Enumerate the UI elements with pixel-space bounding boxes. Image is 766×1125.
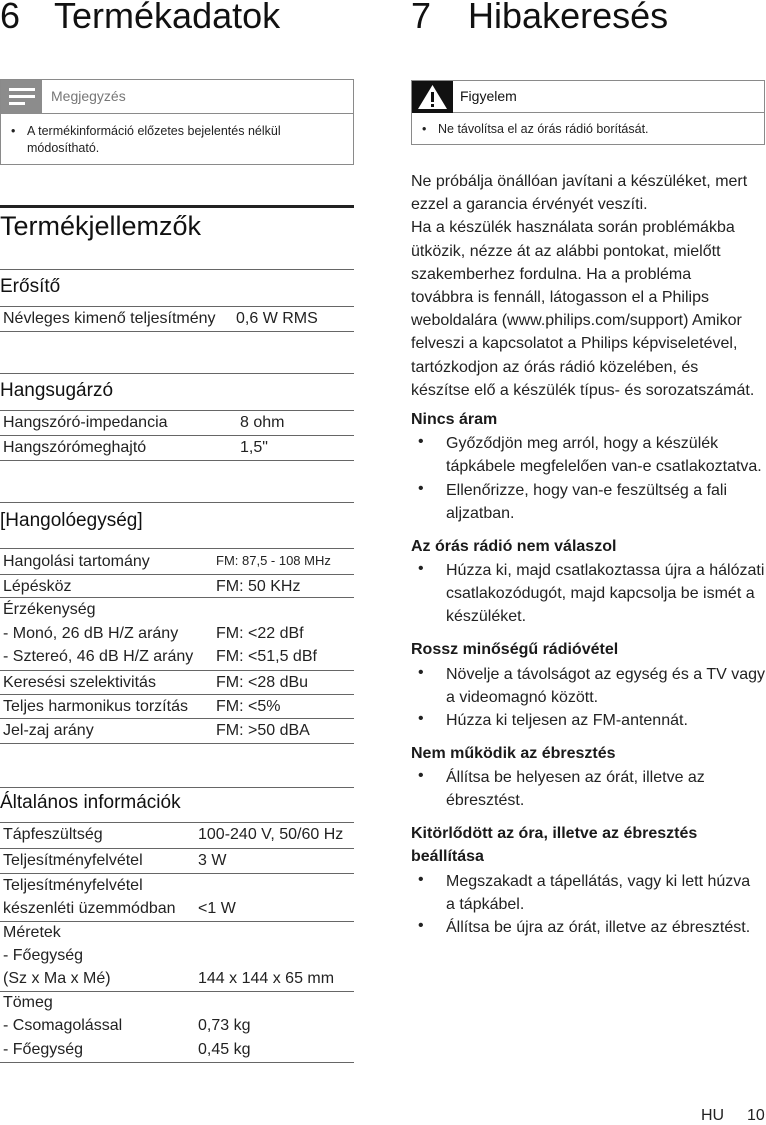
spec-value: 3 W xyxy=(198,852,227,869)
problem-title: Rossz minőségű rádióvétel xyxy=(411,641,619,658)
spec-label: Lépésköz xyxy=(3,578,72,595)
note-heading: Megjegyzés xyxy=(51,88,126,104)
spec-label: - Sztereó, 46 dB H/Z arány xyxy=(3,648,194,665)
spec-label: - Főegység xyxy=(3,947,84,964)
spec-value: 0,6 W RMS xyxy=(236,310,318,327)
features-title: Termékjellemzők xyxy=(0,211,202,241)
footer-language: HU xyxy=(701,1107,725,1124)
problem-bullet: Állítsa be újra az órát, illetve az ébresztést. xyxy=(446,919,751,936)
spec-label: Méretek xyxy=(3,924,61,941)
page-number: 10 xyxy=(747,1107,765,1124)
spec-value: <1 W xyxy=(198,900,236,917)
warning-heading: Figyelem xyxy=(460,88,517,104)
section-title: Termékadatok xyxy=(54,0,281,36)
spec-label: - Csomagolással xyxy=(3,1017,123,1034)
spec-label: Keresési szelektivitás xyxy=(3,674,156,691)
spec-value: 0,45 kg xyxy=(198,1041,251,1058)
problem-title: Kitörlődött az óra, illetve az ébresztés xyxy=(411,825,698,842)
spec-value: FM: <22 dBf xyxy=(216,625,304,642)
spec-label: Hangszóró-impedancia xyxy=(3,414,168,431)
intro-paragraph: Ne próbálja önállóan javítani a készüléket, mert ezzel a garancia érvényét veszíti. Ha a készülék használata során problémákba ütközik, nézze át az alábbi pontokat, mielőtt szakemberhez fordulna. Ha a probléma továbbra is fennáll, látogasson el a Philips weboldalára (www.philips.com/support) Amikor felveszi a kapcsolatot a Philips képviseletével, tartózkodjon az órás rádió közelében, és készítse elő a készülék típus- és sorozatszámát. xyxy=(411,173,755,399)
spec-label: (Sz x Ma x Mé) xyxy=(3,970,111,987)
spec-label: Tápfeszültség xyxy=(3,826,103,843)
spec-label: Jel-zaj arány xyxy=(3,722,94,739)
note-line-1: A termékinformáció előzetes bejelentés nélkül xyxy=(27,124,281,138)
problem-bullet: Megszakadt a tápellátás, vagy ki lett húzva xyxy=(446,873,751,890)
spec-value: 144 x 144 x 65 mm xyxy=(198,970,335,987)
spec-value: 1,5" xyxy=(240,439,268,456)
problem-title: Az órás rádió nem válaszol xyxy=(411,538,617,555)
problem-title: Nincs áram xyxy=(411,411,498,428)
section-6-heading xyxy=(0,0,280,38)
warning-icon xyxy=(412,81,453,113)
spec-value: FM: <5% xyxy=(216,698,281,715)
spec-label: - Főegység xyxy=(3,1041,84,1058)
section-number: 7 xyxy=(411,0,432,36)
spec-value: FM: 87,5 - 108 MHz xyxy=(216,553,331,568)
note-line-2: módosítható. xyxy=(27,141,100,155)
spec-label: Tömeg xyxy=(3,994,53,1011)
warning-text: Ne távolítsa el az órás rádió borítását. xyxy=(438,122,649,136)
spec-label: Teljesítményfelvétel xyxy=(3,852,143,869)
warning-box: Figyelem • Ne távolítsa el az órás rádió borítását. xyxy=(411,80,765,145)
spec-value: FM: 50 KHz xyxy=(216,578,301,595)
spec-label: Névleges kimenő teljesítmény xyxy=(3,310,216,327)
note-box: Megjegyzés • A termékinformáció előzetes bejelentés nélkül módosítható. xyxy=(0,79,354,165)
note-icon xyxy=(1,80,42,114)
spec-value: FM: <28 dBu xyxy=(216,674,309,691)
spec-label: Hangolási tartomány xyxy=(3,553,150,570)
problem-title: Nem működik az ébresztés xyxy=(411,745,616,762)
problem-bullet: Húzza ki, majd csatlakoztassa újra a hálózati xyxy=(446,562,765,579)
spec-value: FM: >50 dBA xyxy=(216,722,310,739)
general-title: Általános információk xyxy=(0,792,181,813)
spec-label: Hangszórómeghajtó xyxy=(3,439,147,456)
spec-value: 100-240 V, 50/60 Hz xyxy=(198,826,344,843)
spec-label: Érzékenység xyxy=(3,601,96,618)
section-number: 6 xyxy=(0,0,21,36)
spec-value: 8 ohm xyxy=(240,414,285,431)
spec-value: 0,73 kg xyxy=(198,1017,251,1034)
spec-value: FM: <51,5 dBf xyxy=(216,648,317,665)
speaker-title: Hangsugárzó xyxy=(0,380,114,401)
spec-label: Teljesítményfelvétel xyxy=(3,877,143,894)
problem-bullet: Ellenőrizze, hogy van-e feszültség a fali xyxy=(446,482,728,499)
problem-bullet: Állítsa be helyesen az órát, illetve az xyxy=(446,769,705,786)
section-7-heading xyxy=(411,0,668,38)
amplifier-title: Erősítő xyxy=(0,276,61,297)
spec-label: Teljes harmonikus torzítás xyxy=(3,698,188,715)
tuner-title: [Hangolóegység] xyxy=(0,510,143,531)
spec-label: készenléti üzemmódban xyxy=(3,900,176,917)
spec-label: - Monó, 26 dB H/Z arány xyxy=(3,625,179,642)
problem-bullet: Győződjön meg arról, hogy a készülék xyxy=(446,435,719,452)
section-title: Hibakeresés xyxy=(468,0,669,36)
problem-bullet: Húzza ki teljesen az FM-antennát. xyxy=(446,712,688,729)
problem-bullet: Növelje a távolságot az egység és a TV vagy xyxy=(446,666,765,683)
